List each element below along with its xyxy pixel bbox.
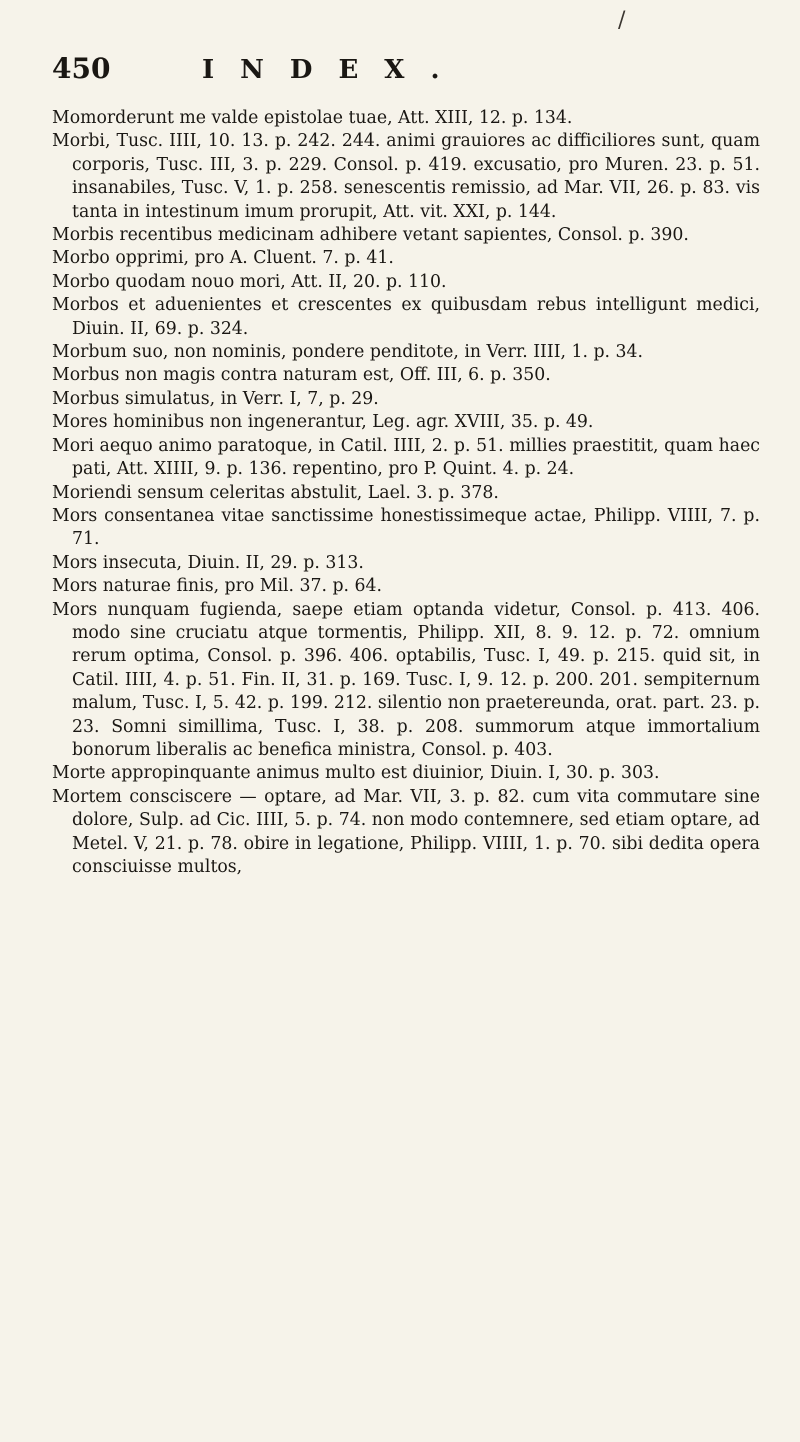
- page-title: INDEX.: [202, 55, 466, 85]
- entry-text: et aduenientes et crescentes ex quibusdam rebus intelligunt medici, Diuin. II, 69. p. 324.: [72, 295, 760, 339]
- index-entry: [52, 552, 760, 575]
- entry-text: me valde epistolae tuae, Att. XIII, 12. p. 134.: [173, 108, 573, 128]
- entry-text: insecuta, Diuin. II, 29. p. 313.: [97, 552, 364, 573]
- entry-headword: Morbis: [52, 225, 114, 246]
- entry-headword: Morte: [52, 763, 106, 784]
- entry-text: appropinquante animus multo est diuinior, Diuin. I, 30. p. 303.: [105, 763, 660, 784]
- index-entry: [52, 130, 760, 224]
- index-entry: [52, 435, 760, 482]
- entry-text: naturae finis, pro Mil. 37. p. 64.: [97, 576, 383, 597]
- index-entry: [52, 271, 760, 294]
- entry-headword: Morbus: [52, 388, 120, 409]
- entry-headword: Mortem: [52, 786, 122, 807]
- stray-mark: /: [618, 8, 626, 33]
- index-entry: [52, 575, 760, 598]
- page-number: 450: [52, 52, 111, 85]
- index-entry: [52, 388, 760, 411]
- index-entry: [52, 224, 760, 247]
- entry-text: simulatus, in Verr. I, 7, p. 29.: [119, 388, 379, 409]
- index-entry: [52, 364, 760, 387]
- entry-headword: Mores: [52, 412, 108, 433]
- index-entry: [52, 482, 760, 505]
- entry-text: quodam nouo mori, Att. II, 20. p. 110.: [109, 271, 447, 292]
- index-entry: [52, 107, 760, 130]
- entry-headword: Morbus: [52, 365, 120, 386]
- entry-text: sensum celeritas abstulit, Lael. 3. p. 378.: [131, 482, 499, 503]
- entry-text: opprimi, pro A. Cluent. 7. p. 41.: [109, 248, 394, 269]
- entry-text: non magis contra naturam est, Off. III, 6. p. 350.: [119, 365, 551, 386]
- entry-text: recentibus medicinam adhibere vetant sapientes, Consol. p. 390.: [113, 225, 689, 246]
- entry-headword: Mori: [52, 435, 94, 456]
- index-entry: [52, 599, 760, 763]
- entry-headword: Momorderunt: [52, 108, 174, 128]
- entry-headword: Mors: [52, 505, 98, 526]
- index-entries: [52, 107, 760, 879]
- index-entry: [52, 786, 760, 880]
- entry-text: consciscere — optare, ad Mar. VII, 3. p. 82. cum vita commutare sine dolore, Sulp. ad Cic. IIII, 5. p. 74. non modo contemnere, sed etiam optare, ad Metel. V, 21. p. 78. obire in legatione, Philipp. VIIII, 1. p. 70. sibi dedita opera consciuisse multos,: [72, 786, 760, 877]
- entry-headword: Mors: [52, 552, 98, 573]
- page-header: [52, 52, 760, 85]
- index-entry: [52, 505, 760, 552]
- entry-headword: Morbi,: [52, 131, 111, 152]
- entry-headword: Morbo: [52, 271, 110, 292]
- entry-headword: Morbo: [52, 248, 110, 269]
- entry-text: hominibus non ingenerantur, Leg. agr. XVIII, 35. p. 49.: [107, 412, 594, 433]
- entry-headword: Mors: [52, 599, 98, 620]
- entry-headword: Morbos: [52, 295, 119, 316]
- index-entry: [52, 247, 760, 270]
- entry-text: aequo animo paratoque, in Catil. IIII, 2. p. 51. millies praestitit, quam haec pati, Att. XIIII, 9. p. 136. repentino, pro P. Quint. 4. p. 24.: [72, 435, 760, 480]
- entry-headword: Mors: [52, 576, 98, 597]
- entry-text: suo, non nominis, pondere penditote, in Verr. IIII, 1. p. 34.: [126, 342, 644, 363]
- entry-text: consentanea vitae sanctissime honestissimeque actae, Philipp. VIIII, 7. p. 71.: [72, 505, 760, 550]
- index-entry: [52, 762, 760, 785]
- index-entry: [52, 411, 760, 434]
- entry-text: Tusc. IIII, 10. 13. p. 242. 244. animi grauiores ac difficiliores sunt, quam corporis, Tusc. III, 3. p. 229. Consol. p. 419. excusatio, pro Muren. 23. p. 51. insanabiles, Tusc. V, 1. p. 258. senescentis remissio, ad Mar. VII, 26. p. 83. vis tanta in intestinum imum prorupit, Att. vit. XXI, p. 144.: [72, 131, 760, 222]
- entry-headword: Moriendi: [52, 482, 132, 503]
- entry-text: nunquam fugienda, saepe etiam optanda videtur, Consol. p. 413. 406. modo sine cruciatu atque tormentis, Philipp. XII, 8. 9. 12. p. 72. omnium rerum optima, Consol. p. 396. 406. optabilis, Tusc. I, 49. p. 215. quid sit, in Catil. IIII, 4. p. 51. Fin. II, 31. p. 169. Tusc. I, 9. 12. p. 200. 201. sempiternum malum, Tusc. I, 5. 42. p. 199. 212. silentio non praetereunda, orat. part. 23. p. 23. Somni simillima, Tusc. I, 38. p. 208. summorum atque immortalium bonorum liberalis ac benefica ministra, Consol. p. 403.: [72, 599, 760, 760]
- index-entry: [52, 341, 760, 364]
- entry-headword: Morbum: [52, 342, 127, 363]
- index-entry: [52, 294, 760, 341]
